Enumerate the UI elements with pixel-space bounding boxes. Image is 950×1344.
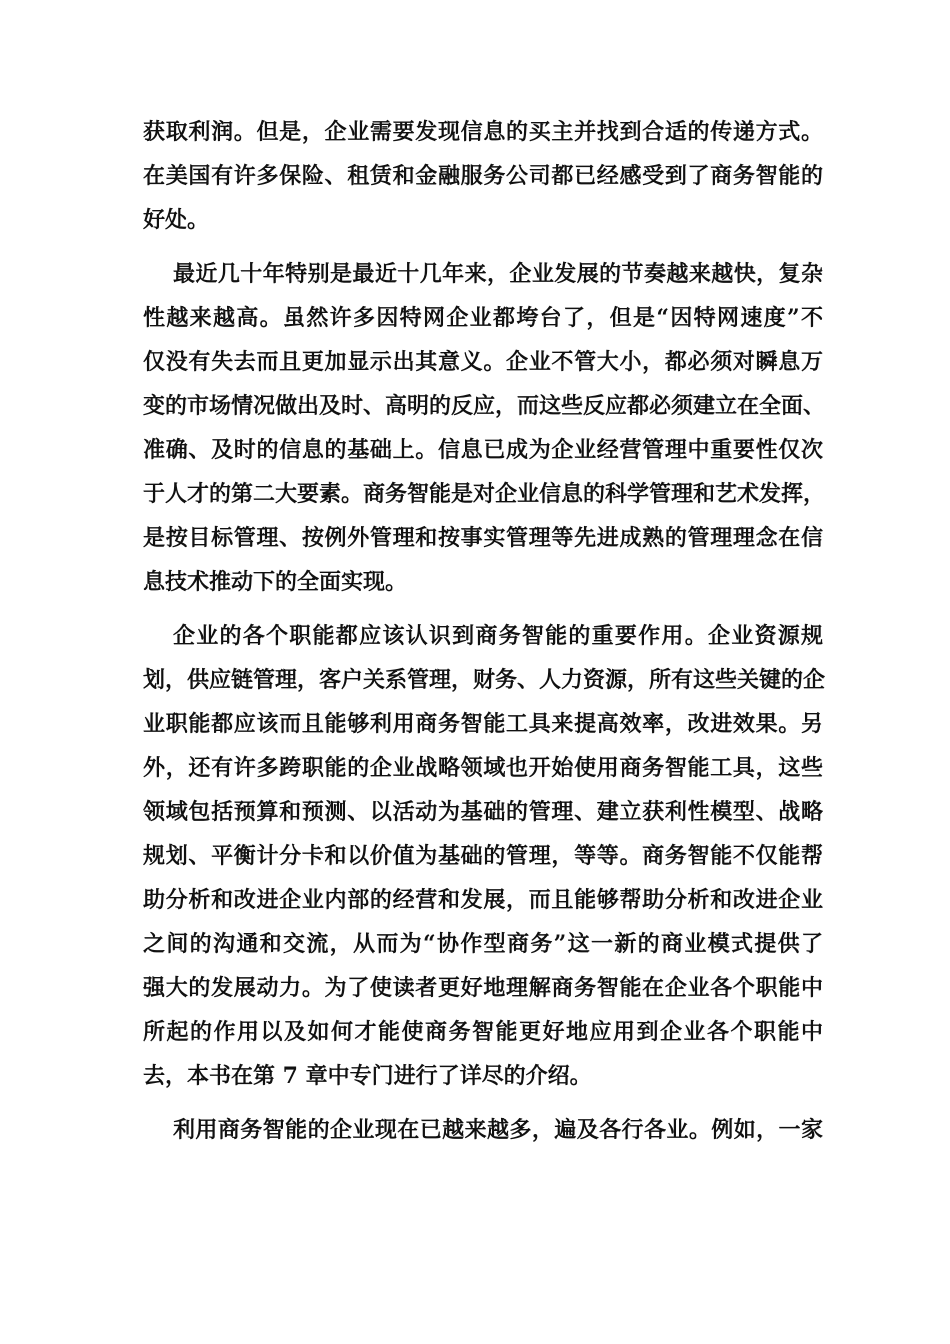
text-line: 利用商务智能的企业现在已越来越多，遍及各行各业。例如，一家 [173,1117,823,1143]
text-line: 是按目标管理、按例外管理和按事实管理等先进成熟的管理理念在信 [143,525,823,551]
text-line: 业职能都应该而且能够利用商务智能工具来提高效率，改进效果。另 [143,711,823,737]
text-line: 去，本书在第 7 章中专门进行了详尽的介绍。 [143,1063,592,1089]
text-line: 之间的沟通和交流，从而为“协作型商务”这一新的商业模式提供了 [143,931,823,957]
text-line: 划，供应链管理，客户关系管理，财务、人力资源，所有这些关键的企 [143,667,826,693]
text-line: 所起的作用以及如何才能使商务智能更好地应用到企业各个职能中 [143,1019,823,1045]
paragraph-2 [143,252,826,604]
text-line: 在美国有许多保险、租赁和金融服务公司都已经感受到了商务智能的 [143,163,823,189]
text-line: 最近几十年特别是最近十几年来，企业发展的节奏越来越快，复杂 [173,261,823,287]
text-line: 助分析和改进企业内部的经营和发展，而且能够帮助分析和改进企业 [143,887,823,913]
text-line: 性越来越高。虽然许多因特网企业都垮台了，但是“因特网速度”不 [143,305,823,331]
text-line: 准确、及时的信息的基础上。信息已成为企业经营管理中重要性仅次 [143,437,823,463]
text-line: 规划、平衡计分卡和以价值为基础的管理，等等。商务智能不仅能帮 [143,843,823,869]
paragraph-3 [143,614,826,1098]
text-line: 获取利润。但是，企业需要发现信息的买主并找到合适的传递方式。 [143,119,823,145]
text-line: 于人才的第二大要素。商务智能是对企业信息的科学管理和艺术发挥， [143,481,826,507]
text-line: 强大的发展动力。为了使读者更好地理解商务智能在企业各个职能中 [143,975,823,1001]
text-line: 仅没有失去而且更加显示出其意义。企业不管大小，都必须对瞬息万 [143,349,823,375]
text-line: 外，还有许多跨职能的企业战略领域也开始使用商务智能工具，这些 [143,755,823,781]
paragraph-4 [143,1108,823,1152]
text-line: 好处。 [143,207,210,233]
text-line: 息技术推动下的全面实现。 [143,569,408,595]
paragraph-1 [143,110,823,242]
text-line: 领域包括预算和预测、以活动为基础的管理、建立获利性模型、战略 [143,799,823,825]
text-line: 变的市场情况做出及时、高明的反应，而这些反应都必须建立在全面、 [143,393,826,419]
document-body [143,110,826,1162]
text-line: 企业的各个职能都应该认识到商务智能的重要作用。企业资源规 [173,623,823,649]
